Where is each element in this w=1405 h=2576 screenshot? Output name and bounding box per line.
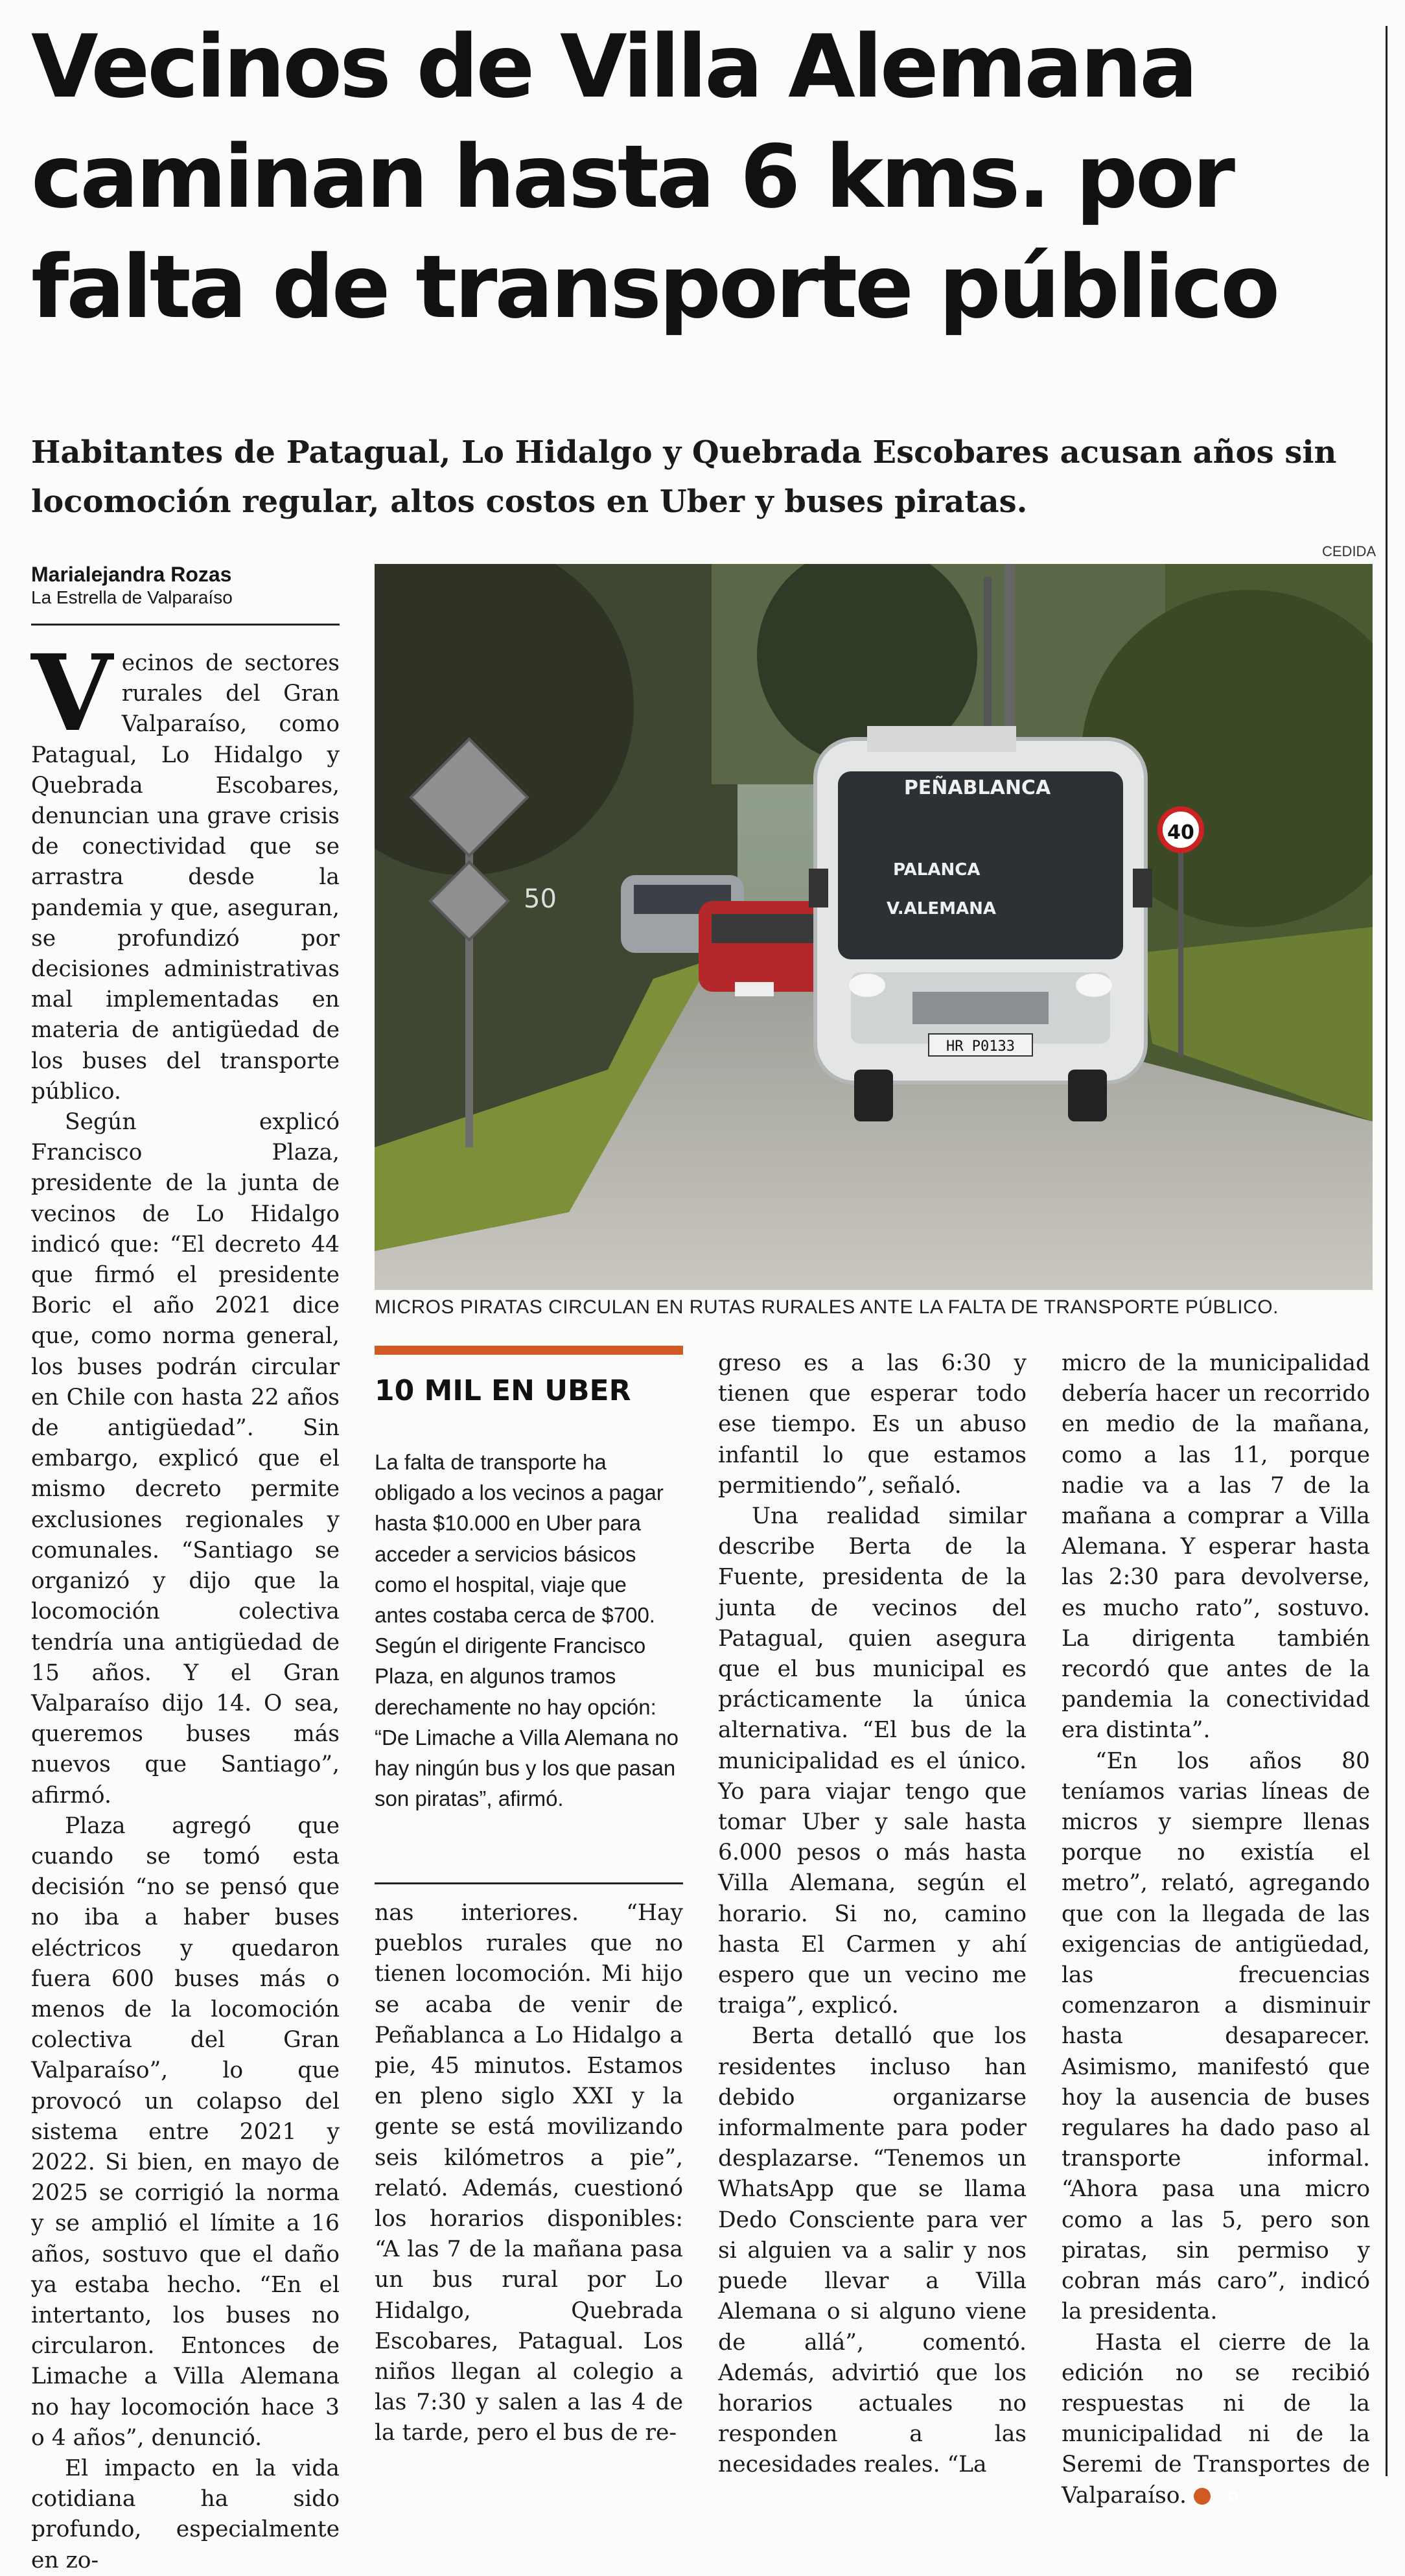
svg-text:PEÑABLANCA: PEÑABLANCA bbox=[903, 777, 1051, 799]
paragraph: La falta de transporte ha obligado a los vecinos a pagar hasta $10.000 en Uber para acceder a servicios básicos como el hospital, viaje que antes costaba cerca de $700. Según el dirigente Francisco Plaza, en algunos tramos derechamente no hay opción: “De Limache a Villa Alemana no hay ningún bus y los que pasan son piratas”, afirmó. bbox=[375, 1450, 679, 1811]
article-column-3 bbox=[718, 1348, 1027, 2481]
deck-subtitle: Habitantes de Patagual, Lo Hidalgo y Quebrada Escobares acusan años sin locomoción regular, altos costos en Uber y buses piratas. bbox=[31, 434, 1337, 520]
headline-line-1: Vecinos de Villa Alemana bbox=[31, 16, 1196, 117]
paragraph: “En los años 80 teníamos varias líneas de micros y siempre llenas porque no existía el metro”, relató, agregando que con la llegada de las exigencias de antigüedad, las frecuencias comenzaron a disminuir hasta desaparecer. Asimismo, manifestó que hoy la ausencia de buses regulares ha dado paso al transporte informal. “Ahora pasa una micro como a las 5, pero son piratas, sin permiso y cobran más caro”, indicó la presidenta. bbox=[1062, 1748, 1370, 2325]
byline-divider bbox=[31, 624, 340, 626]
paragraph: El impacto en la vida cotidiana ha sido profundo, especialmente en zo- bbox=[31, 2455, 340, 2573]
headline-line-3: falta de transporte público bbox=[31, 237, 1278, 338]
sidebar-box-title: 10 MIL EN UBER bbox=[375, 1374, 631, 1407]
paragraph: Según explicó Francisco Plaza, presidente de la junta de vecinos de Lo Hidalgo indicó que: “El decreto 44 que firmó el presidente Boric el año 2021 dice que, como norma general, los buses podrán circular en Chile con hasta 22 años de antigüedad”. Sin embargo, explicó que el mismo decreto permite exclusiones regionales y comunales. “Santiago se organizó y dijo que la locomoción colectiva tendría una antigüedad de 15 años. Y el Gran Valparaíso dijo 14. O sea, queremos buses más nuevos que Santiago”, afirmó. bbox=[31, 1109, 340, 1809]
svg-text:50: 50 bbox=[524, 884, 557, 914]
paragraph: Una realidad similar describe Berta de la Fuente, presidenta de la junta de vecinos del Patagual, quien asegura que el bus municipal es prácticamente la única alternativa. “El bus de la municipalidad es el único. Yo para viajar tengo que tomar Uber y sale hasta 6.000 pesos o más hasta Villa Alemana, según el horario. Si no, camino hasta El Carmen y ahí espero que un vecino me traiga”, explicó. bbox=[718, 1503, 1027, 2019]
paragraph: greso es a las 6:30 y tienen que esperar todo ese tiempo. Es un abuso infantil lo que estamos permitiendo”, señaló. bbox=[718, 1350, 1027, 1499]
svg-text:PALANCA: PALANCA bbox=[893, 860, 981, 880]
byline-outlet: La Estrella de Valparaíso bbox=[31, 587, 233, 607]
photo-credit: CEDIDA bbox=[1322, 543, 1376, 559]
headline-line-2: caminan hasta 6 kms. por bbox=[31, 126, 1233, 228]
svg-text:40: 40 bbox=[1167, 821, 1194, 844]
svg-text:HR P0133: HR P0133 bbox=[946, 1038, 1015, 1055]
article-column-1 bbox=[31, 632, 340, 2576]
paragraph: micro de la municipalidad debería hacer un recorrido en medio de la mañana, como a las 11, porque nadie va a las 7 de la mañana a comprar a Villa Alemana. Y esperar hasta las 2:30 para devolverse, es mucho rato”, sostuvo. La dirigenta también recordó que antes de la pandemia la conectividad era distinta”. bbox=[1062, 1350, 1370, 1744]
paragraph-text: ecinos de sectores rurales del Gran Valparaíso, como Patagual, Lo Hidalgo y Quebrada Escobares, denuncian una grave crisis de conectividad que se arrastra desde la pandemia y que, aseguran, se profundizó por decisiones administrativas mal implementadas en materia de antigüedad de los buses del transporte público. bbox=[31, 650, 340, 1105]
paragraph bbox=[1062, 2328, 1370, 2511]
paragraph bbox=[31, 632, 340, 1107]
sidebar-box-divider bbox=[375, 1882, 683, 1884]
photo-caption: MICROS PIRATAS CIRCULAN EN RUTAS RURALES ANTE LA FALTA DE TRANSPORTE PÚBLICO. bbox=[375, 1296, 1279, 1318]
news-photo bbox=[375, 564, 1373, 1290]
headline bbox=[31, 12, 1379, 342]
sidebar-box-accent-rule bbox=[375, 1346, 683, 1355]
column-divider-right bbox=[1386, 26, 1388, 2476]
byline-author: Marialejandra Rozas bbox=[31, 563, 232, 586]
paragraph: nas interiores. “Hay pueblos rurales que no tienen locomoción. Mi hijo se acaba de venir de Peñablanca a Lo Hidalgo a pie, 45 minutos. Estamos en pleno siglo XXI y la gente se está movilizando seis kilómetros a pie”, relató. Además, cuestionó los horarios disponibles: “A las 7 de la mañana pasa un bus rural por Lo Hidalgo, Quebrada Escobares, Patagual. Los niños llegan al colegio a las 7:30 y salen a las 4 de la tarde, pero el bus de re- bbox=[375, 1900, 683, 2446]
drop-cap: V bbox=[31, 632, 113, 755]
article-column-2 bbox=[375, 1898, 683, 2449]
paragraph: Berta detalló que los residentes incluso han debido organizarse informalmente para poder desplazarse. “Tenemos un WhatsApp que se llama Dedo Consciente para ver si alguien va a salir y nos puede llevar a Villa Alemana o si alguno viene de allá”, comentó. Además, advirtió que los horarios actuales no responden a las necesidades reales. “La bbox=[718, 2023, 1027, 2478]
sidebar-box-text bbox=[375, 1447, 683, 1814]
paragraph-text: Hasta el cierre de la edición no se recibió respuestas ni de la municipalidad ni de la Seremi de Transportes de Valparaíso. bbox=[1062, 2329, 1370, 2509]
article-column-4 bbox=[1062, 1348, 1370, 2511]
end-of-article-icon: ✪ bbox=[1194, 2488, 1211, 2505]
paragraph: Plaza agregó que cuando se tomó esta decisión “no se pensó que no iba a haber buses eléctricos y quedaron fuera 600 buses más o menos de la locomoción colectiva del Gran Valparaíso”, lo que provocó un colapso del sistema entre 2021 y 2022. Si bien, en mayo de 2025 se corrigió la norma y se amplió el límite a 16 años, sostuvo que el daño ya estaba hecho. “En el intertanto, los buses no circularon. Entonces de Limache a Villa Alemana no hay locomoción hace 3 o 4 años”, denunció. bbox=[31, 1812, 340, 2451]
svg-text:V.ALEMANA: V.ALEMANA bbox=[887, 899, 996, 919]
